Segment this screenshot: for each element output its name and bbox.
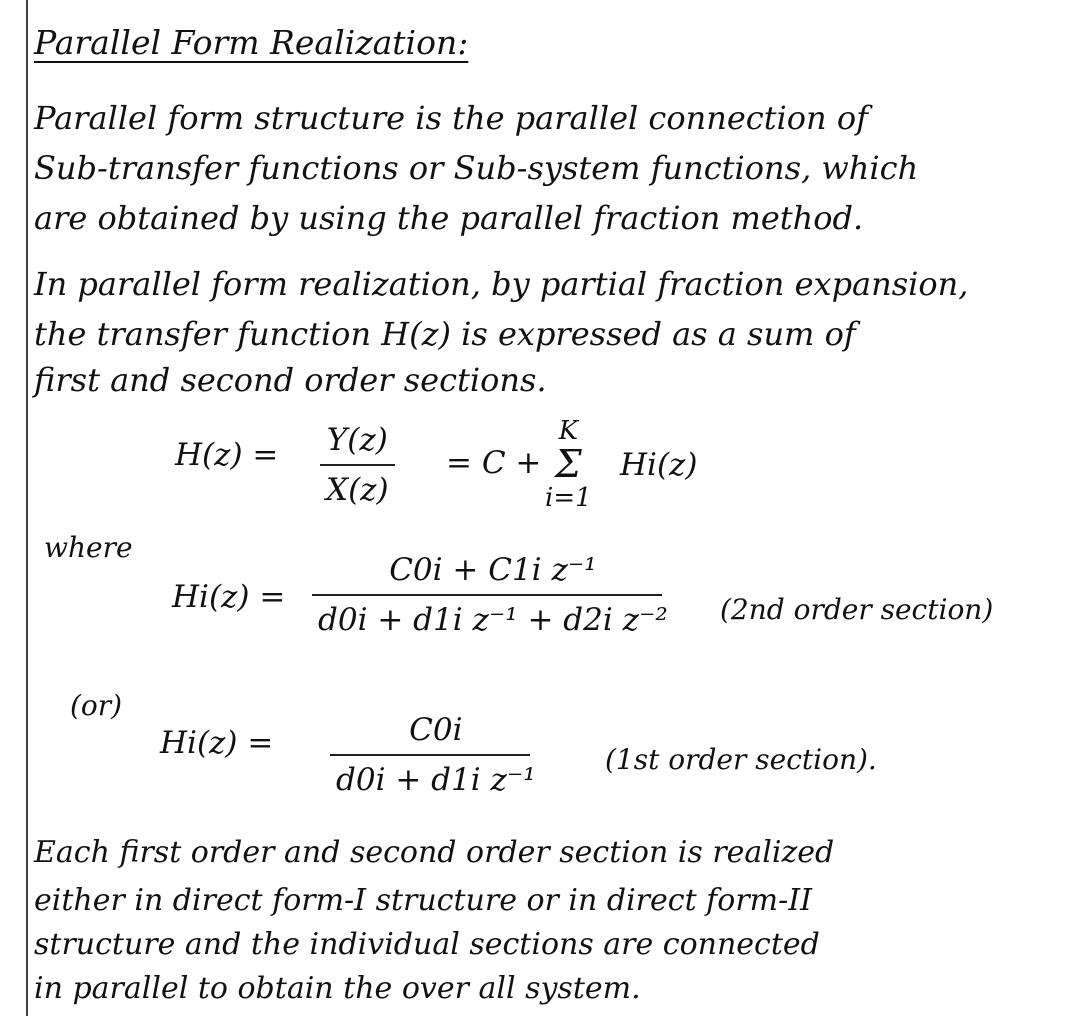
eq1-sum-lower: i=1 [545, 483, 592, 514]
para2-line3: first and second order sections. [34, 361, 547, 399]
eq1-numerator: Y(z) [326, 422, 388, 458]
para1-line2: Sub-transfer functions or Sub-system functions, which [34, 149, 919, 187]
eq1-sum-upper: K [558, 416, 579, 446]
margin-line [26, 0, 28, 1016]
eq2-lhs: Hi(z) = [172, 579, 286, 615]
or-label: (or) [70, 689, 123, 722]
eq1-sum-symbol: Σ [554, 442, 582, 487]
eq2-fraction [312, 552, 674, 638]
eq1-rhs-post: Hi(z) [620, 447, 698, 483]
eq3-numerator: C0i [409, 712, 463, 748]
eq2-denominator: d0i + d1i z⁻¹ + d2i z⁻² [318, 602, 668, 638]
para1-line1: Parallel form structure is the parallel connection of [34, 99, 868, 137]
para2-line2: the transfer function H(z) is expressed as a sum of [34, 315, 856, 353]
eq3-lhs: Hi(z) = [160, 725, 274, 761]
page-title: Parallel Form Realization: [34, 23, 469, 62]
where-label: where [44, 531, 133, 564]
eq2-note: (2nd order section) [720, 593, 994, 626]
para3-line2: either in direct form-I structure or in direct form-II [34, 883, 812, 918]
eq1-denominator: X(z) [326, 472, 389, 508]
eq2-numerator: C0i + C1i z⁻¹ [389, 552, 597, 588]
eq3-fraction [330, 712, 542, 798]
eq3-note: (1st order section). [605, 743, 877, 776]
para3-line3: structure and the individual sections are connected [34, 927, 820, 962]
para1-line3: are obtained by using the parallel fraction method. [34, 199, 864, 237]
eq1-summation [545, 418, 592, 512]
para3-line4: in parallel to obtain the over all system. [34, 971, 641, 1006]
eq3-denominator: d0i + d1i z⁻¹ [336, 762, 536, 798]
para2-line1: In parallel form realization, by partial fraction expansion, [34, 265, 969, 303]
eq1-fraction [320, 422, 395, 508]
eq1-rhs-pre: = C + [446, 445, 542, 481]
para3-line1: Each first order and second order section is realized [34, 835, 835, 870]
eq1-lhs: H(z) = [175, 437, 279, 473]
